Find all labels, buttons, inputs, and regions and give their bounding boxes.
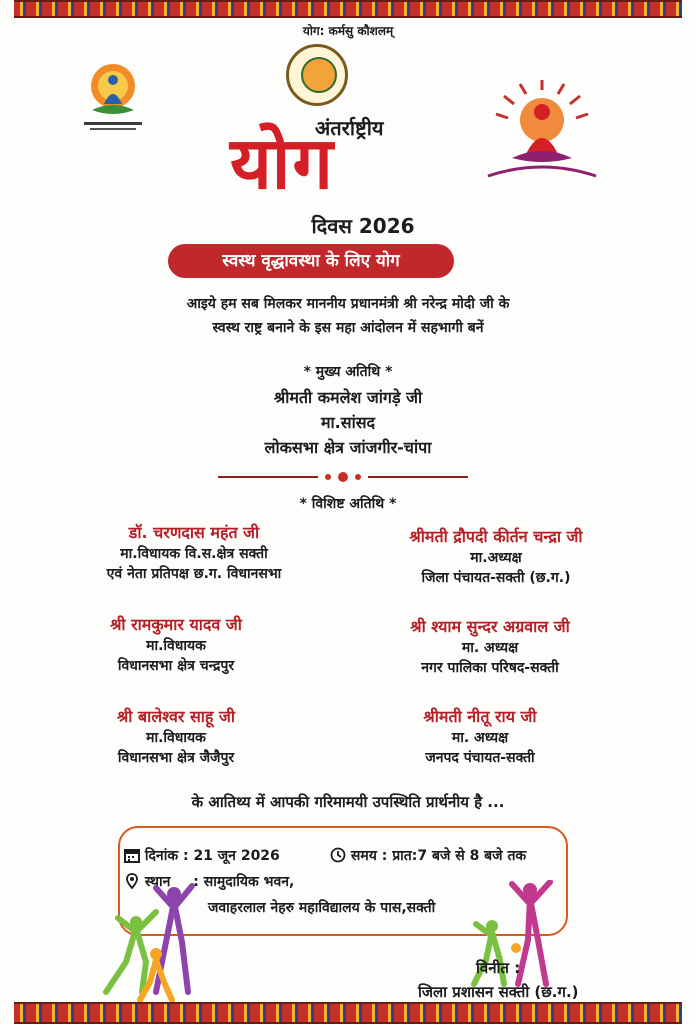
chief-guest-name: श्रीमती कमलेश जांगड़े जी: [273, 388, 423, 407]
special-guest-left-2: [26, 614, 326, 676]
guest-area: विधानसभा क्षेत्र जैजैपुर: [117, 750, 235, 766]
guest-name: श्री श्याम सुन्दर अग्रवाल जी: [410, 617, 570, 636]
guest-name: डॉ. चरणदास महंत जी: [128, 523, 260, 542]
guest-area: नगर पालिका परिषद-सक्ती: [421, 660, 559, 676]
date-value: : 21 जून 2026: [182, 848, 280, 864]
intro-text: [0, 292, 696, 340]
special-guest-right-2: [340, 616, 640, 678]
meditation-figure-icon: [486, 80, 598, 184]
guest-post: मा.विधायक: [146, 638, 206, 654]
clock-icon: [330, 847, 346, 863]
state-emblem: [286, 44, 348, 106]
decorative-border-top: [14, 0, 682, 18]
time-value: : प्रात:7 बजे से 8 बजे तक: [381, 848, 527, 864]
yoga-dancers-illustration: [96, 882, 226, 1002]
date-label: दिनांक: [144, 848, 179, 864]
closing-text: के आतिथ्य में आपकी गरिमामयी उपस्थिति प्रार्थनीय है ...: [191, 793, 505, 811]
guest-post: मा.अध्यक्ष: [470, 550, 522, 566]
decorative-border-bottom: [14, 1002, 682, 1024]
signature-label: विनीत :: [476, 959, 521, 977]
title-international: अंतर्राष्ट्रीय: [315, 116, 384, 140]
guest-name: श्री रामकुमार यादव जी: [110, 615, 242, 634]
title-yoga: योग: [230, 120, 335, 205]
emblem-center-icon: [301, 57, 337, 93]
guest-post: मा.विधायक वि.स.क्षेत्र सक्ती: [120, 546, 268, 562]
guest-area: जिला पंचायत-सक्ती (छ.ग.): [421, 570, 571, 586]
intro-line-1: आइये हम सब मिलकर माननीय प्रधानमंत्री श्री नरेन्द्र मोदी जी के: [186, 296, 510, 312]
guest-area: विधानसभा क्षेत्र चन्द्रपुर: [117, 658, 235, 674]
title-day-year: दिवस 2026: [311, 214, 415, 238]
yoga-day-logo: [80, 60, 146, 140]
chief-guest-area: लोकसभा क्षेत्र जांजगीर-चांपा: [264, 438, 432, 457]
chief-guest-post: मा.सांसद: [320, 413, 376, 432]
guest-name: श्री बालेश्वर साहू जी: [116, 707, 236, 726]
guest-post: मा.विधायक: [146, 730, 206, 746]
special-guest-left-3: [26, 706, 326, 768]
guest-area: एवं नेता प्रतिपक्ष छ.ग. विधानसभा: [106, 566, 282, 582]
theme-banner: स्वस्थ वृद्धावस्था के लिए योग: [168, 244, 454, 278]
time-label: समय: [350, 848, 377, 864]
chief-guest-heading: * मुख्य अतिथि *: [303, 364, 393, 380]
venue-label: स्थान: [144, 874, 171, 890]
signature-org: जिला प्रशासन सक्ती (छ.ग.): [418, 983, 579, 1001]
calendar-icon: [124, 847, 140, 863]
venue-line-2: जवाहरलाल नेहरु महाविद्यालय के पास,सक्ती: [208, 900, 436, 916]
special-guest-right-3: [330, 706, 630, 768]
guest-post: मा. अध्यक्ष: [451, 730, 509, 746]
guest-name: श्रीमती नीतू राय जी: [423, 707, 537, 726]
event-time: [330, 846, 526, 865]
chief-guest-block: [0, 360, 696, 460]
special-guest-heading: * विशिष्ट अतिथि *: [299, 496, 397, 512]
special-guest-left-1: [44, 522, 344, 584]
guest-area: जनपद पंचायत-सक्ती: [425, 750, 535, 766]
guest-name: श्रीमती द्रौपदी कीर्तन चन्द्रा जी: [409, 527, 583, 546]
motto: योग: कर्मसु कौशलम्: [302, 24, 394, 38]
ornamental-divider: [218, 470, 468, 484]
special-guest-right-1: [346, 526, 646, 588]
venue-line-1: : सामुदायिक भवन,: [193, 874, 295, 890]
event-date: [124, 846, 280, 865]
guest-post: मा. अध्यक्ष: [461, 640, 519, 656]
intro-line-2: स्वस्थ राष्ट्र बनाने के इस महा आंदोलन में सहभागी बनें: [212, 320, 484, 336]
